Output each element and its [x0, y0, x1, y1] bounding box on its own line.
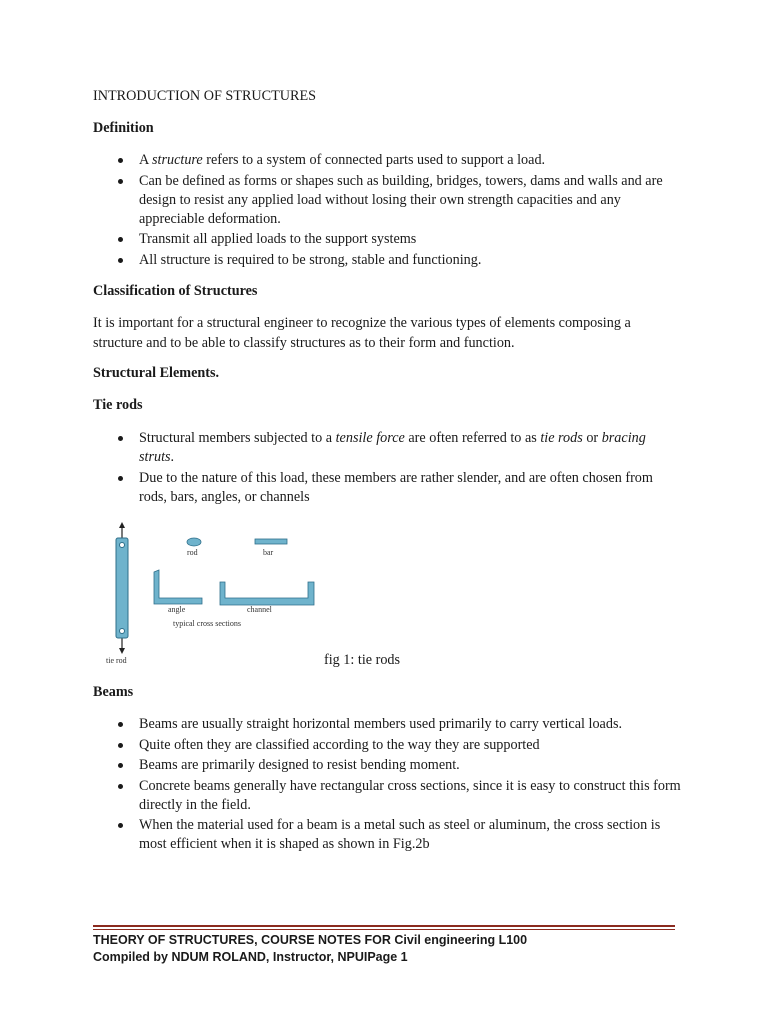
- tie-rod-figure: [100, 520, 340, 675]
- arrowhead-up-icon: [119, 522, 125, 528]
- beams-heading: Beams: [93, 684, 134, 700]
- list-item: Transmit all applied loads to the support systems: [93, 230, 683, 249]
- footer-rule: [93, 925, 675, 927]
- list-item: When the material used for a beam is a metal such as steel or aluminum, the cross section is most efficient when it is shaped as shown in Fig.2b: [93, 816, 683, 854]
- footer-author: Compiled by NDUM ROLAND, Instructor, NPUIPage 1: [93, 950, 408, 964]
- definition-list: [93, 151, 683, 271]
- angle-section: [154, 570, 202, 604]
- bullet-icon: [118, 237, 123, 242]
- tie-rod-member: [116, 538, 128, 638]
- classification-paragraph: It is important for a structural engineer to recognize the various types of elements composing a structure and to be able to classify structures as to their form and function.: [93, 315, 631, 351]
- figure-caption: fig 1: tie rods: [324, 652, 401, 668]
- bullet-icon: [118, 823, 123, 828]
- bullet-icon: [118, 476, 123, 481]
- angle-label: angle: [168, 605, 186, 614]
- pin-hole-icon: [120, 543, 125, 548]
- list-item: A structure refers to a system of connected parts used to support a load.: [93, 151, 683, 170]
- bullet-icon: [118, 722, 123, 727]
- list-item: All structure is required to be strong, stable and functioning.: [93, 251, 683, 270]
- bullet-icon: [118, 158, 123, 163]
- bullet-icon: [118, 743, 123, 748]
- list-item: Beams are usually straight horizontal members used primarily to carry vertical loads.: [93, 715, 683, 734]
- list-item: Structural members subjected to a tensile force are often referred to as tie rods or bracing struts.: [93, 429, 683, 467]
- rod-section: [187, 538, 201, 546]
- list-item: Beams are primarily designed to resist bending moment.: [93, 756, 683, 775]
- bar-section: [255, 539, 287, 544]
- rod-label: rod: [187, 548, 198, 557]
- bullet-icon: [118, 784, 123, 789]
- list-item: Quite often they are classified according to the way they are supported: [93, 736, 683, 755]
- list-item: Concrete beams generally have rectangular cross sections, since it is easy to construct this form directly in the field.: [93, 777, 683, 815]
- list-item: Due to the nature of this load, these members are rather slender, and are often chosen from rods, bars, angles, or channels: [93, 469, 683, 507]
- definition-heading: Definition: [93, 120, 154, 136]
- arrowhead-down-icon: [119, 648, 125, 654]
- list-item: Can be defined as forms or shapes such as building, bridges, towers, dams and walls and are design to resist any applied load without losing their own strength capacities and any appreciable deformation.: [93, 172, 683, 229]
- footer-rule-thin: [93, 929, 675, 930]
- footer-course-title: THEORY OF STRUCTURES, COURSE NOTES FOR Civil engineering L100: [93, 933, 528, 947]
- tie-rod-diagram: [100, 520, 340, 675]
- channel-label: channel: [247, 605, 272, 614]
- bullet-icon: [118, 179, 123, 184]
- bullet-icon: [118, 258, 123, 263]
- pin-hole-icon: [120, 629, 125, 634]
- bar-label: bar: [263, 548, 274, 557]
- channel-section: [220, 582, 314, 605]
- classification-heading: Classification of Structures: [93, 283, 258, 299]
- beams-list: [93, 715, 683, 856]
- tie-rods-heading: Tie rods: [93, 397, 143, 413]
- bullet-icon: [118, 436, 123, 441]
- tie-rods-list: [93, 429, 683, 508]
- cross-sections-label: typical cross sections: [173, 619, 241, 628]
- tie-rod-label: tie rod: [106, 656, 127, 665]
- bullet-icon: [118, 763, 123, 768]
- document-title: INTRODUCTION OF STRUCTURES: [93, 88, 317, 104]
- structural-elements-heading: Structural Elements.: [93, 365, 220, 381]
